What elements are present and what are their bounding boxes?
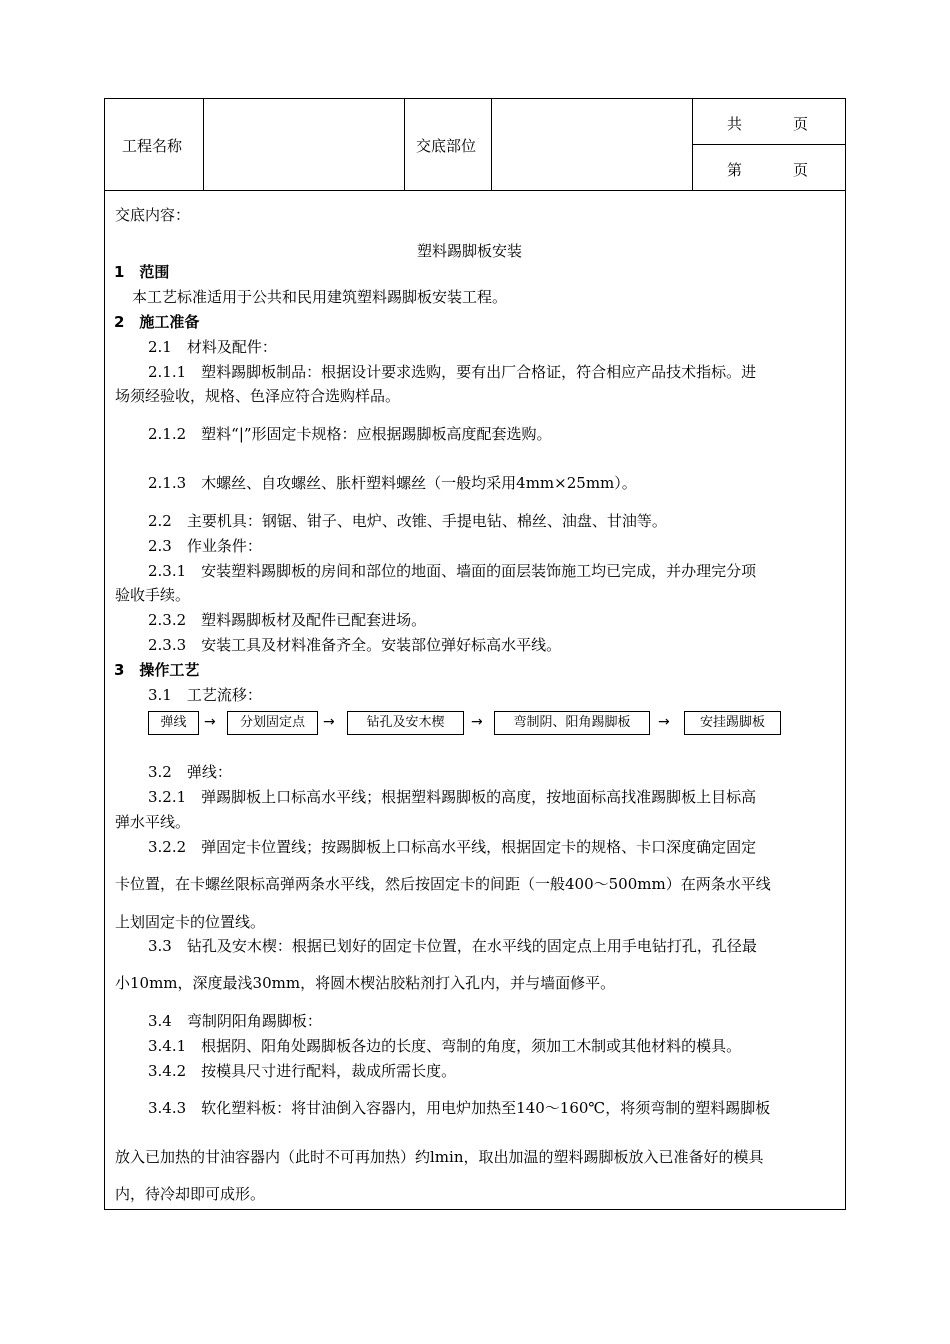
flow-arrow-icon: → [204, 714, 216, 730]
page-number-unit: 页 [793, 161, 809, 179]
flow-step-drill-wedge: 钻孔及安木楔 [347, 711, 464, 735]
flow-arrow-icon: → [323, 714, 335, 730]
section-heading: 1 范围 [114, 263, 170, 281]
flow-step-mark-points: 分划固定点 [227, 711, 318, 735]
page-number-value[interactable] [752, 159, 788, 179]
section-heading: 2 施工准备 [114, 313, 200, 331]
page-cell-divider [692, 144, 846, 145]
paragraph-line: 2.1.3 木螺丝、自攻螺丝、胀杆塑料螺丝（一般均采用4mm×25mm）。 [148, 474, 637, 492]
paragraph-line: 上划固定卡的位置线。 [115, 913, 266, 931]
location-label: 交底部位 [416, 137, 477, 155]
paragraph-line: 放入已加热的甘油容器内（此时不可再加热）约lmin，取出加温的塑料踢脚板放入已准备好的模具 [115, 1148, 764, 1166]
paragraph-line: 2.3.3 安装工具及材料准备齐全。安装部位弹好标高水平线。 [148, 636, 562, 654]
paragraph-line: 2.1 材料及配件： [148, 338, 277, 356]
paragraph-line: 小10mm，深度最浅30mm，将圆木楔沾胶粘剂打入孔内，并与墙面修平。 [115, 974, 616, 992]
paragraph-line: 内，待冷却即可成形。 [115, 1185, 266, 1203]
paragraph-line: 场须经验收，规格、色泽应符合选购样品。 [115, 387, 401, 405]
flow-step-hang-board: 安挂踢脚板 [684, 711, 781, 735]
header-bottom-line [104, 190, 846, 191]
header-divider-3 [491, 98, 492, 191]
paragraph-line: 2.3.2 塑料踢脚板材及配件已配套进场。 [148, 611, 427, 629]
header-divider-4 [692, 98, 693, 191]
page-number-label: 第 [727, 161, 743, 179]
paragraph-line: 3.4 弯制阴阳角踢脚板： [148, 1012, 322, 1030]
paragraph-line: 3.4.2 按模具尺寸进行配料，裁成所需长度。 [148, 1062, 457, 1080]
total-pages-label: 共 [727, 115, 743, 133]
section-heading: 3 操作工艺 [114, 661, 200, 679]
paragraph-line: 3.4.1 根据阴、阳角处踢脚板各边的长度、弯制的角度，须加工木制或其他材料的模具。 [148, 1037, 742, 1055]
flow-arrow-icon: → [471, 714, 483, 730]
paragraph-line: 3.2.2 弹固定卡位置线；按踢脚板上口标高水平线，根据固定卡的规格、卡口深度确定固定 [148, 838, 757, 856]
paragraph-line: 2.1.2 塑料“|”形固定卡规格：应根据踢脚板高度配套选购。 [148, 425, 552, 443]
content-intro: 交底内容： [115, 206, 191, 224]
total-pages-unit: 页 [793, 115, 809, 133]
paragraph-line: 3.1 工艺流移： [148, 686, 262, 704]
header-divider-1 [203, 98, 204, 191]
flow-step-bend-corners: 弯制阴、阳角踢脚板 [494, 711, 650, 735]
flow-step-snap-line: 弹线 [148, 711, 199, 735]
total-pages-value[interactable] [752, 113, 788, 133]
paragraph-line: 3.4.3 软化塑料板：将甘油倒入容器内，用电炉加热至140～160℃，将须弯制的塑料踢脚板 [148, 1099, 771, 1117]
paragraph-line: 2.1.1 塑料踢脚板制品：根据设计要求选购，要有出厂合格证，符合相应产品技术指标。进 [148, 363, 757, 381]
flow-arrow-icon: → [658, 714, 670, 730]
paragraph-line: 验收手续。 [115, 586, 191, 604]
paragraph-line: 3.2.1 弹踢脚板上口标高水平线；根据塑料踢脚板的高度，按地面标高找准踢脚板上目标高 [148, 788, 757, 806]
paragraph-line: 2.3.1 安装塑料踢脚板的房间和部位的地面、墙面的面层装饰施工均已完成，并办理完分项 [148, 562, 757, 580]
paragraph-line: 本工艺标准适用于公共和民用建筑塑料踢脚板安装工程。 [132, 288, 508, 306]
paragraph-line: 2.2 主要机具：钢锯、钳子、电炉、改锥、手提电钻、棉丝、油盘、甘油等。 [148, 512, 667, 530]
paragraph-line: 3.2 弹线： [148, 763, 232, 781]
project-name-label: 工程名称 [122, 137, 183, 155]
paragraph-line: 弹水平线。 [115, 813, 191, 831]
project-name-value[interactable] [215, 135, 395, 155]
document-title: 塑料踢脚板安装 [417, 242, 523, 260]
paragraph-line: 卡位置，在卡螺丝限标高弹两条水平线，然后按固定卡的间距（一般400～500mm）在两条水平线 [115, 875, 771, 893]
paragraph-line: 2.3 作业条件： [148, 537, 262, 555]
location-value[interactable] [503, 135, 683, 155]
header-divider-2 [404, 98, 405, 191]
paragraph-line: 3.3 钻孔及安木楔：根据已划好的固定卡位置，在水平线的固定点上用手电钻打孔，孔径最 [148, 937, 757, 955]
